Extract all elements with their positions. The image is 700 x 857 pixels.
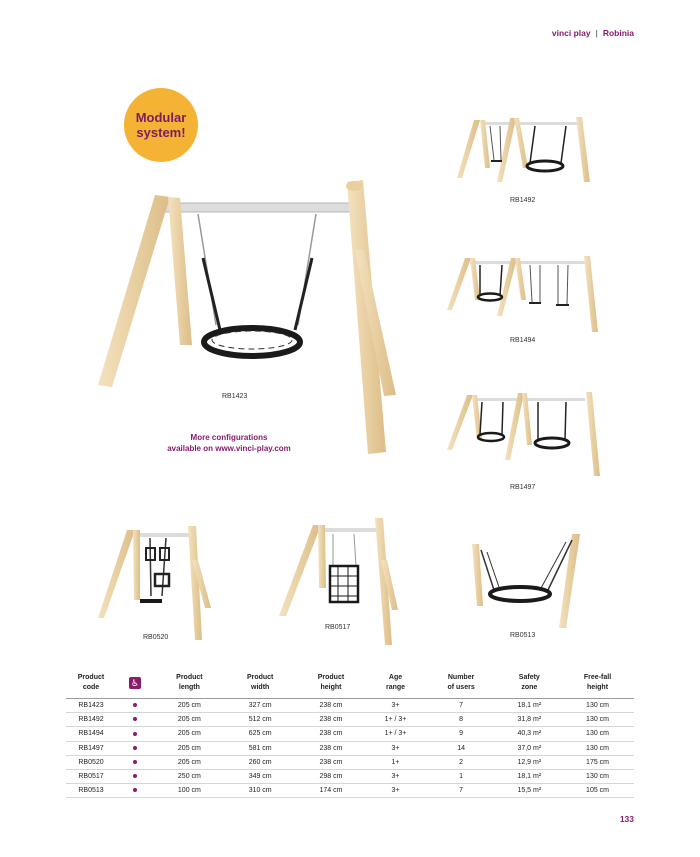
table-cell: 238 cm [296, 755, 367, 769]
table-cell: 3+ [366, 699, 424, 713]
table-cell: RB0520 [66, 755, 116, 769]
table-cell: 512 cm [225, 713, 296, 727]
table-cell: 238 cm [296, 713, 367, 727]
table-cell: 3+ [366, 769, 424, 783]
table-cell: 12,9 m² [498, 755, 562, 769]
caption-rb1497: RB1497 [510, 484, 536, 491]
table-cell: 238 cm [296, 741, 367, 755]
table-cell: 260 cm [225, 755, 296, 769]
product-specs-table [66, 673, 634, 798]
table-cell: 298 cm [296, 769, 367, 783]
table-cell: 130 cm [561, 713, 634, 727]
accessible-dot-icon [133, 746, 137, 750]
table-cell: 174 cm [296, 784, 367, 798]
accessibility-cell [116, 769, 154, 783]
accessible-dot-icon [133, 717, 137, 721]
table-cell: 40,3 m² [498, 727, 562, 741]
table-cell: 130 cm [561, 769, 634, 783]
caption-rb0520: RB0520 [143, 634, 169, 641]
accessible-dot-icon [133, 760, 137, 764]
swing-rb0513-image [472, 534, 580, 628]
table-cell: 18,1 m² [498, 769, 562, 783]
table-row [66, 769, 634, 783]
table-cell: RB1497 [66, 741, 116, 755]
table-cell: 14 [425, 741, 498, 755]
header-age-range: Age range [366, 673, 424, 699]
table-cell: 105 cm [561, 784, 634, 798]
table-row [66, 713, 634, 727]
table-cell: 100 cm [154, 784, 225, 798]
table-cell: 205 cm [154, 755, 225, 769]
table-cell: 1 [425, 769, 498, 783]
accessible-dot-icon [133, 788, 137, 792]
caption-rb0517: RB0517 [325, 624, 351, 631]
table-cell: RB0517 [66, 769, 116, 783]
swing-rb1494-image [447, 256, 598, 332]
badge-text: Modular system! [135, 110, 187, 140]
header-separator: | [595, 28, 598, 38]
header-product-length: Product length [154, 673, 225, 699]
accessible-dot-icon [133, 774, 137, 778]
swing-rb1423-image [98, 180, 396, 454]
brand-name: vinci play [551, 28, 591, 38]
table-cell: RB1492 [66, 713, 116, 727]
table-cell: 238 cm [296, 727, 367, 741]
table-cell: 37,0 m² [498, 741, 562, 755]
table-row [66, 699, 634, 713]
table-cell: 2 [425, 755, 498, 769]
swing-rb1492-image [457, 117, 590, 182]
table-cell: 238 cm [296, 699, 367, 713]
caption-rb0513: RB0513 [510, 632, 536, 639]
table-cell: 130 cm [561, 699, 634, 713]
table-cell: 7 [425, 699, 498, 713]
table-cell: 349 cm [225, 769, 296, 783]
table-row [66, 727, 634, 741]
table-row [66, 755, 634, 769]
table-cell: 205 cm [154, 741, 225, 755]
header-product-width: Product width [225, 673, 296, 699]
header-number-of-users: Number of users [425, 673, 498, 699]
header-accessibility [116, 673, 154, 699]
header-free-fall-height: Free-fall height [561, 673, 634, 699]
table-cell: 205 cm [154, 713, 225, 727]
table-cell: 250 cm [154, 769, 225, 783]
table-cell: 205 cm [154, 727, 225, 741]
table-header-row [66, 673, 634, 699]
caption-rb1423: RB1423 [222, 393, 248, 400]
header-product-code: Product code [66, 673, 116, 699]
swing-rb0520-image [98, 526, 211, 640]
table-cell: 1+ / 3+ [366, 727, 424, 741]
table-cell: 1+ / 3+ [366, 713, 424, 727]
collection-name: Robinia [602, 28, 634, 38]
table-row [66, 784, 634, 798]
table-cell: RB1494 [66, 727, 116, 741]
table-cell: RB0513 [66, 784, 116, 798]
table-cell: 625 cm [225, 727, 296, 741]
table-cell: 31,8 m² [498, 713, 562, 727]
caption-rb1492: RB1492 [510, 197, 536, 204]
table-cell: 9 [425, 727, 498, 741]
table-body [66, 699, 634, 798]
more-website-link[interactable]: available on www.vinci-play.com [167, 444, 291, 453]
table-cell: 310 cm [225, 784, 296, 798]
table-cell: 8 [425, 713, 498, 727]
table-cell: 581 cm [225, 741, 296, 755]
accessibility-cell [116, 741, 154, 755]
table-cell: 7 [425, 784, 498, 798]
accessibility-cell [116, 699, 154, 713]
table-cell: RB1423 [66, 699, 116, 713]
table-cell: 18,1 m² [498, 699, 562, 713]
more-line-1: More configurations [190, 433, 268, 442]
accessible-dot-icon [133, 732, 137, 736]
table-cell: 205 cm [154, 699, 225, 713]
swing-rb1497-image [447, 392, 600, 476]
table-cell: 3+ [366, 741, 424, 755]
table-cell: 130 cm [561, 741, 634, 755]
table-cell: 15,5 m² [498, 784, 562, 798]
table-cell: 175 cm [561, 755, 634, 769]
accessibility-cell [116, 755, 154, 769]
accessible-dot-icon [133, 703, 137, 707]
header-safety-zone: Safety zone [498, 673, 562, 699]
page-number: 133 [619, 814, 634, 824]
accessibility-cell [116, 784, 154, 798]
header-product-height: Product height [296, 673, 367, 699]
accessibility-cell [116, 727, 154, 741]
table-cell: 3+ [366, 784, 424, 798]
wheelchair-icon: ♿ [130, 677, 140, 688]
more-configurations-note [150, 432, 308, 454]
table-cell: 1+ [366, 755, 424, 769]
table-row [66, 741, 634, 755]
accessibility-cell [116, 713, 154, 727]
table-cell: 130 cm [561, 727, 634, 741]
caption-rb1494: RB1494 [510, 337, 536, 344]
table-cell: 327 cm [225, 699, 296, 713]
